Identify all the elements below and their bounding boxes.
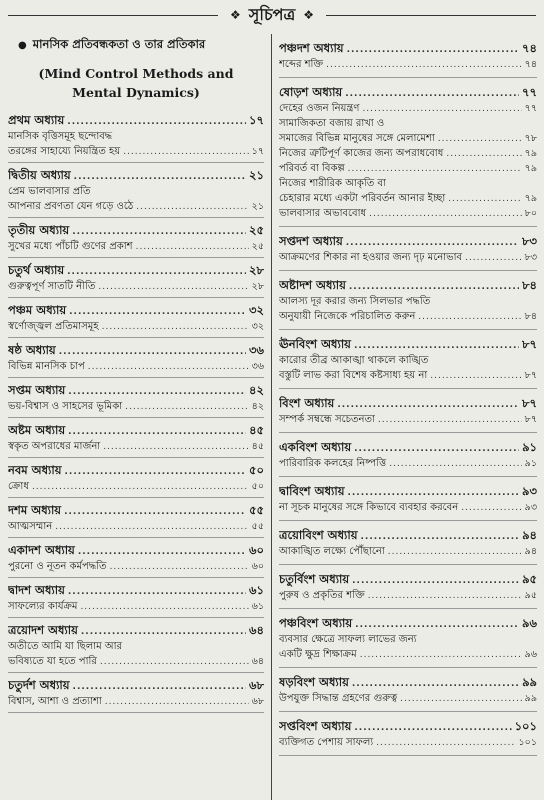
chapter-topic[interactable] [279,412,537,427]
chapter-heading-text: তৃতীয় অধ্যায় [8,223,70,237]
chapter-topic[interactable] [8,694,264,709]
dot-leader [123,145,248,159]
toc-chapter [279,78,537,227]
chapter-topic[interactable] [8,239,264,254]
chapter-topic[interactable] [8,479,264,494]
chapter-topic-text: নিজের ত্রুটিপূর্ণ কাজের জন্য অপরাধবোধ [279,148,444,159]
dot-leader [347,484,519,500]
chapter-topic-text: প্রেম ভালবাসার প্রতি [8,186,91,197]
chapter-heading-text: চতুর্দশ অধ্যায় [8,678,70,692]
chapter-topic[interactable] [279,206,537,221]
chapter-topic[interactable] [279,131,537,146]
dot-leader [354,719,511,735]
toc-chapter [8,538,264,578]
dot-leader [67,113,246,129]
dot-leader [102,320,249,334]
page-number: ৮৪ [524,311,537,322]
page-number: ৯৫ [522,572,537,586]
chapter-heading[interactable] [279,438,537,456]
page-number: ৩২ [249,303,264,317]
chapter-topic[interactable] [8,199,264,214]
toc-chapter [8,378,264,418]
chapter-heading-text: পঞ্চবিংশ অধ্যায় [279,616,353,630]
chapter-topic[interactable] [8,599,264,614]
chapter-topic-text: পারিবারিক কলহের নিষ্পত্তি [279,458,387,469]
chapter-topic-text: সুখের মধ্যে পাঁচটি গুণের প্রকাশ [8,241,133,252]
chapter-topic-text: গুরুত্বপূর্ণ সাতটি নীতি [8,281,96,292]
book-subtitle-bn-text: মানসিক প্রতিবন্ধকতা ও তার প্রতিকার [32,36,206,51]
chapter-heading-text: বিংশ অধ্যায় [279,396,335,410]
toc-chapter [8,218,264,258]
book-subtitle-en-line-2: Mental Dynamics) [72,85,200,100]
chapter-topic[interactable] [8,439,264,454]
dot-leader [360,648,522,662]
dot-leader [68,583,246,599]
chapter-topic[interactable] [279,191,537,206]
page-number: ৮৭ [524,370,537,381]
chapter-heading-text: ত্রয়োবিংশ অধ্যায় [279,528,358,542]
page-number: ৭৮ [524,133,537,144]
page-number: ৬০ [249,543,264,557]
page-number: ৯৪ [522,528,537,542]
chapter-topic-text: একটি ক্ষুদ্র শিক্ষাক্রম [279,649,357,660]
chapter-heading[interactable] [8,301,264,319]
page-number: ১০১ [514,719,537,733]
ornament-icon: ❖ [303,8,314,22]
dot-leader [389,457,521,471]
dot-leader [349,278,519,294]
chapter-topic[interactable] [8,654,264,669]
chapter-topic-text: ক্রোধ [8,481,29,492]
dot-leader [448,192,521,206]
chapter-topic[interactable] [8,184,264,199]
toc-chapter [279,433,537,477]
chapter-topic-text: উপযুক্ত সিদ্ধান্ত গ্রহণের গুরুত্ব [279,693,398,704]
chapter-topic[interactable] [8,639,264,654]
chapter-topic-text: কারোর তীব্র আকাঙ্খা থাকলে কাঙ্খিত [279,355,429,366]
chapter-topic-text: পরিবর্ত বা বিকল্প [279,163,345,174]
chapter-topic-text: আকাঙ্খিত লক্ষ্যে পৌঁছানো [279,546,385,557]
toc-chapter [8,618,264,673]
chapter-heading-text: দ্বাদশ অধ্যায় [8,583,65,597]
chapter-heading-text: অষ্টাদশ অধ্যায় [279,278,346,292]
page-number: ৩৬ [251,361,264,372]
dot-leader [465,251,522,265]
page-number: ৬৮ [249,678,264,692]
toc-chapter [8,258,264,298]
dot-leader [400,692,522,706]
dot-leader [105,695,249,709]
page-number: ৭৯ [524,163,537,174]
chapter-topic-text: ব্যক্তিগত পেশায় সাফল্য [279,737,374,748]
dot-leader [81,623,246,639]
bullet-icon: ● [18,39,27,51]
chapter-topic-text: ব্যবসার ক্ষেত্রে সাফল্য লাভের জন্য [279,634,417,645]
toc-chapter [279,34,537,78]
page-number: ৯৯ [524,693,537,704]
chapter-topic-text: সাফল্যের কার্যক্রম [8,601,78,612]
dot-leader [352,675,519,691]
page-number: ৮৭ [522,396,537,410]
toc-left-list [8,108,264,713]
chapter-heading[interactable] [8,261,264,279]
dot-leader [64,503,246,519]
toc-chapter [279,330,537,389]
page-number: ৮৩ [522,234,537,248]
chapter-heading-text: ঊনবিংশ অধ্যায় [279,337,351,351]
dot-leader [74,168,246,184]
chapter-heading[interactable] [279,614,537,632]
chapter-topic-text: ভয়-বিশ্বাস ও সাহসের ভূমিকা [8,401,123,412]
page-number: ৯১ [522,440,537,454]
chapter-heading-text: পঞ্চদশ অধ্যায় [279,41,344,55]
chapter-heading[interactable] [279,717,537,735]
page-number: ১৭ [251,146,264,157]
page-number: ৮৭ [524,414,537,425]
toc-chapter [8,498,264,538]
dot-leader [388,545,522,559]
page-number: ৪২ [249,383,264,397]
chapter-heading[interactable] [8,381,264,399]
dot-leader [352,572,519,588]
chapter-heading-text: সপ্তম অধ্যায় [8,383,66,397]
page-number: ৭৭ [524,103,537,114]
chapter-topic[interactable] [279,588,537,603]
chapter-heading[interactable] [279,335,537,353]
chapter-heading-text: একাদশ অধ্যায় [8,543,75,557]
chapter-topic[interactable] [279,294,537,309]
toc-chapter [8,338,264,378]
chapter-topic-text: সমাজের বিভিন্ন মানুষের সঙ্গে মেলামেশা [279,133,435,144]
toc-right-column [279,34,537,756]
page-number: ৯১ [524,458,537,469]
header-rule-left [8,15,218,16]
dot-leader [369,207,522,221]
page-number: ৯৬ [524,649,537,660]
page-number: ৮৭ [522,337,537,351]
chapter-topic[interactable] [8,559,264,574]
dot-leader [368,589,522,603]
page-number: ৯৬ [522,616,537,630]
dot-leader [136,200,248,214]
chapter-topic[interactable] [279,116,537,131]
toc-right-list [279,34,537,756]
chapter-topic-text: স্বকৃত অপরাধের মার্জনা [8,441,101,452]
toc-chapter [279,668,537,712]
chapter-topic-text: আত্মসম্মান [8,521,53,532]
dot-leader [88,360,249,374]
toc-chapter [279,609,537,668]
dot-leader [55,520,248,534]
chapter-topic[interactable] [279,146,537,161]
page-number: ৪৫ [251,441,264,452]
page-number: ২৫ [249,223,264,237]
chapter-topic[interactable] [8,129,264,144]
chapter-heading[interactable] [279,482,537,500]
chapter-topic-text: বিশ্বাস, আশা ও প্রত্যাশা [8,696,102,707]
page-number: ৩৬ [249,343,264,357]
chapter-heading-text: ত্রয়োদশ অধ্যায় [8,623,78,637]
dot-leader [103,440,248,454]
chapter-topic[interactable] [279,647,537,662]
chapter-topic-text: ভালবাসার অভাববোধ [279,208,367,219]
page-title: সূচিপত্র [248,4,296,24]
dot-leader [461,501,521,515]
chapter-heading[interactable] [8,421,264,439]
page-header [0,0,544,30]
page-number: ৮০ [524,208,537,219]
toc-chapter [279,565,537,609]
dot-leader [355,616,519,632]
page-number: ৫০ [249,463,264,477]
chapter-topic-text: নিজের শারীরিক আকৃতি বা [279,178,386,189]
dot-leader [98,280,248,294]
chapter-topic-text: অতীতে আমি যা ছিলাম আর [8,641,122,652]
dot-leader [100,655,249,669]
chapter-heading-text: পঞ্চম অধ্যায় [8,303,67,317]
dot-leader [446,147,521,161]
dot-leader [347,41,519,57]
chapter-heading[interactable] [8,581,264,599]
chapter-topic-text: দেহের ওজন নিয়ন্ত্রণ [279,103,360,114]
chapter-topic[interactable] [279,176,537,191]
page-number: ৬১ [251,601,264,612]
page-number: ৬১ [249,583,264,597]
dot-leader [80,600,248,614]
book-subtitle-en-line-1: (Mind Control Methods and [38,66,234,81]
chapter-heading-text: চতুর্থ অধ্যায় [8,263,65,277]
toc-chapter [8,673,264,713]
page-number: ৮৪ [522,278,537,292]
chapter-heading-text: নবম অধ্যায় [8,463,62,477]
chapter-topic-text: পুরুষ ও প্রকৃতির শক্তি [279,590,365,601]
page-number: ২৫ [251,241,264,252]
chapter-heading[interactable] [8,676,264,694]
chapter-topic[interactable] [279,456,537,471]
chapter-heading[interactable] [8,541,264,559]
chapter-topic[interactable] [279,309,537,324]
page-number: ৫০ [251,481,264,492]
chapter-topic[interactable] [8,144,264,159]
chapter-topic[interactable] [279,632,537,647]
page-number: ৫৫ [251,521,264,532]
chapter-heading-text: সপ্তবিংশ অধ্যায় [279,719,352,733]
dot-leader [125,400,249,414]
chapter-topic-text: তরঙ্গের সাহায্যে নিয়ন্ত্রিত হয় [8,146,121,157]
toc-chapter [279,389,537,433]
chapter-heading-text: ষষ্ঠ অধ্যায় [8,343,56,357]
chapter-heading-text: ষোড়শ অধ্যায় [279,85,343,99]
chapter-topic-text: সামাজিকতা বজায় রাখা ও [279,118,385,129]
dot-leader [32,480,249,494]
toc-chapter [8,418,264,458]
page-number: ৩২ [251,321,264,332]
dot-leader [59,343,246,359]
chapter-topic-text: অনুযায়ী নিজেকে পরিচালিত করুন [279,311,416,322]
chapter-heading-text: অষ্টম অধ্যায় [8,423,66,437]
chapter-heading[interactable] [279,526,537,544]
chapter-topic[interactable] [279,544,537,559]
dot-leader [136,240,249,254]
dot-leader [362,102,521,116]
chapter-heading[interactable] [279,232,537,250]
dot-leader [354,440,519,456]
chapter-topic[interactable] [8,399,264,414]
chapter-heading[interactable] [279,276,537,294]
chapter-heading[interactable] [279,39,537,57]
dot-leader [376,736,515,750]
page-number: ৭৪ [522,41,537,55]
dot-leader [378,413,522,427]
chapter-topic[interactable] [279,735,537,750]
chapter-topic-text: শব্দের শক্তি [279,59,324,70]
chapter-topic-text: ভবিষ্যতে যা হতে পারি [8,656,97,667]
chapter-topic[interactable] [8,319,264,334]
toc-chapter [279,271,537,330]
chapter-heading[interactable] [279,673,537,691]
chapter-heading[interactable] [8,166,264,184]
dot-leader [418,310,521,324]
page-number: ২৮ [251,281,264,292]
dot-leader [337,396,519,412]
chapter-topic-text: মানসিক বৃত্তিসমূহ ছন্দোবদ্ধ [8,131,113,142]
page-number: ৫৫ [249,503,264,517]
chapter-topic[interactable] [279,57,537,72]
toc-chapter [279,227,537,271]
chapter-heading-text: দশম অধ্যায় [8,503,62,517]
toc-chapter [8,578,264,618]
dot-leader [67,263,246,279]
page-number: ৬০ [251,561,264,572]
chapter-heading-text: সপ্তদশ অধ্যায় [279,234,343,248]
dot-leader [68,423,246,439]
chapter-heading[interactable] [8,341,264,359]
book-subtitle-bn [18,34,264,56]
chapter-heading[interactable] [8,221,264,239]
chapter-heading[interactable] [279,394,537,412]
page-number: ২১ [251,201,264,212]
dot-leader [110,560,249,574]
chapter-topic-text: পুরনো ও নূতন কর্মপদ্ধতি [8,561,107,572]
dot-leader [354,337,519,353]
page-number: ১০১ [518,737,537,748]
dot-leader [430,369,521,383]
toc-chapter [279,712,537,756]
chapter-heading[interactable] [279,83,537,101]
page-number: ২১ [249,168,264,182]
chapter-topic[interactable] [8,279,264,294]
chapter-topic-text: বস্তুটি লাভ করা বিশেষ কষ্টসাধ্য হয় না [279,370,428,381]
chapter-topic-text: বিভিন্ন মানসিক চাপ [8,361,85,372]
chapter-heading[interactable] [8,111,264,129]
chapter-topic[interactable] [8,359,264,374]
page-number: ৭৭ [522,85,537,99]
chapter-topic[interactable] [279,250,537,265]
chapter-topic-text: না সূচক মানুষের সঙ্গে কিভাবে ব্যবহার করবেন [279,502,459,513]
page-number: ৭৯ [524,193,537,204]
chapter-topic-text: চেহারার মধ্যে একটা পরিবর্তন আনার ইচ্ছা [279,193,446,204]
chapter-heading-text: চতুর্বিংশ অধ্যায় [279,572,350,586]
toc-chapter [8,163,264,218]
column-divider [271,34,272,800]
dot-leader [68,383,246,399]
chapter-topic[interactable] [279,353,537,368]
chapter-topic-text: স্বর্ণোজ্জ্বল প্রতিমাসমূহ [8,321,99,332]
chapter-topic-text: আলস্য দূর করার জন্য সিলভার পদ্ধতি [279,296,431,307]
toc-left-column [8,34,264,713]
page-number: ৮৩ [524,252,537,263]
dot-leader [348,162,522,176]
chapter-heading[interactable] [279,570,537,588]
dot-leader [69,303,246,319]
page-number: ৪২ [251,401,264,412]
chapter-heading-text: ষড়বিংশ অধ্যায় [279,675,349,689]
toc-chapter [8,108,264,163]
chapter-topic[interactable] [279,101,537,116]
page-number: ৯৫ [524,590,537,601]
chapter-topic[interactable] [279,691,537,706]
chapter-heading-text: দ্বাবিংশ অধ্যায় [279,484,345,498]
page-number: ৭৯ [524,148,537,159]
toc-chapter [279,477,537,521]
page-number: ৬৮ [251,696,264,707]
dot-leader [346,234,519,250]
page-number: ১৭ [249,113,264,127]
toc-chapter [8,298,264,338]
book-subtitle-en [8,64,264,102]
page-number: ২৮ [249,263,264,277]
dot-leader [438,132,522,146]
page-number: ৯৩ [524,502,537,513]
dot-leader [326,58,522,72]
chapter-heading[interactable] [8,501,264,519]
page-number: ৯৩ [522,484,537,498]
chapter-topic[interactable] [279,161,537,176]
chapter-topic[interactable] [279,500,537,515]
dot-leader [65,463,247,479]
page-number: ৯৯ [522,675,537,689]
chapter-topic-text: সম্পর্ক সম্বন্ধে সচেতনতা [279,414,375,425]
page-number: ৯৪ [524,546,537,557]
chapter-topic-text: আপনার প্রবণতা যেন গড়ে ওঠে [8,201,134,212]
page-number: ৬৪ [251,656,264,667]
chapter-topic[interactable] [8,519,264,534]
header-rule-right [326,15,536,16]
dot-leader [360,528,519,544]
dot-leader [78,543,246,559]
toc-chapter [279,521,537,565]
dot-leader [73,678,247,694]
chapter-heading[interactable] [8,621,264,639]
chapter-topic[interactable] [279,368,537,383]
chapter-heading[interactable] [8,461,264,479]
chapter-heading-text: একবিংশ অধ্যায় [279,440,352,454]
page-number: ৭৪ [524,59,537,70]
chapter-heading-text: প্রথম অধ্যায় [8,113,65,127]
toc-chapter [8,458,264,498]
chapter-heading-text: দ্বিতীয় অধ্যায় [8,168,71,182]
dot-leader [345,85,519,101]
page-number: ৬৪ [249,623,264,637]
chapter-topic-text: আক্রমণের শিকার না হওয়ার জন্য দৃঢ় মনোভাব [279,252,463,263]
page-number: ৪৫ [249,423,264,437]
ornament-icon: ❖ [230,8,241,22]
dot-leader [72,223,246,239]
